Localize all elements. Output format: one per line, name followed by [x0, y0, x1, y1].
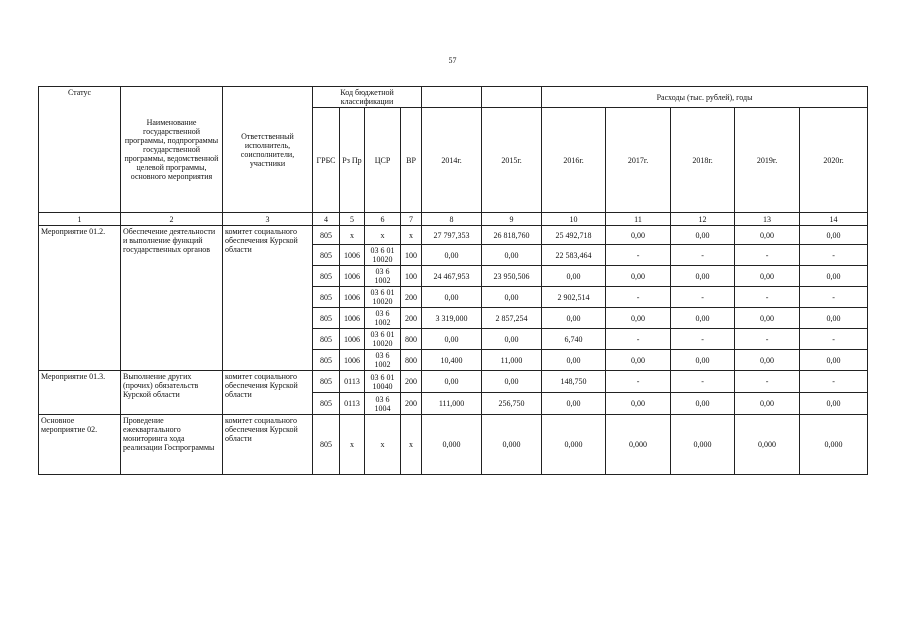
cell-year-2016: 148,750 — [542, 371, 606, 393]
cell-csr: 03 6 01 10020 — [365, 287, 401, 308]
cell-year-2018: 0,00 — [671, 350, 735, 371]
cell-year-2014: 0,000 — [422, 415, 482, 475]
row-name: Проведение ежеквартального мониторинга хода реализации Госпрограммы — [121, 415, 223, 475]
header-year-2016: 2016г. — [542, 108, 606, 213]
cell-rzpr: 1006 — [340, 245, 365, 266]
cell-year-2014: 0,00 — [422, 287, 482, 308]
cell-year-2017: 0,00 — [606, 226, 671, 245]
cell-year-2019: 0,00 — [735, 226, 800, 245]
header-status: Статус — [39, 87, 121, 213]
cell-csr: 03 6 1004 — [365, 393, 401, 415]
cell-year-2015: 11,000 — [482, 350, 542, 371]
cell-csr: 03 6 01 10040 — [365, 371, 401, 393]
cell-vr: 200 — [401, 393, 422, 415]
header-blank-1 — [422, 87, 482, 108]
cell-year-2019: 0,00 — [735, 266, 800, 287]
col-index: 6 — [365, 213, 401, 226]
header-year-2019: 2019г. — [735, 108, 800, 213]
cell-rzpr: 1006 — [340, 266, 365, 287]
col-index: 10 — [542, 213, 606, 226]
cell-year-2019: - — [735, 245, 800, 266]
cell-year-2015: 2 857,254 — [482, 308, 542, 329]
cell-grbs: 805 — [313, 415, 340, 475]
cell-vr: 800 — [401, 329, 422, 350]
cell-year-2018: - — [671, 245, 735, 266]
cell-vr: 100 — [401, 266, 422, 287]
col-index: 4 — [313, 213, 340, 226]
cell-year-2016: 0,00 — [542, 266, 606, 287]
cell-year-2015: 0,00 — [482, 245, 542, 266]
cell-year-2020: 0,00 — [800, 350, 868, 371]
cell-year-2017: 0,00 — [606, 308, 671, 329]
cell-year-2019: 0,00 — [735, 308, 800, 329]
cell-year-2020: - — [800, 371, 868, 393]
cell-year-2019: - — [735, 371, 800, 393]
cell-year-2015: 26 818,760 — [482, 226, 542, 245]
row-name: Обеспечение деятельности и выполнение функций государственных органов — [121, 226, 223, 371]
cell-year-2016: 0,00 — [542, 308, 606, 329]
header-year-2017: 2017г. — [606, 108, 671, 213]
cell-year-2018: 0,00 — [671, 266, 735, 287]
header-rzpr: Рз Пр — [340, 108, 365, 213]
cell-grbs: 805 — [313, 393, 340, 415]
cell-rzpr: 1006 — [340, 350, 365, 371]
cell-year-2018: - — [671, 287, 735, 308]
col-index: 2 — [121, 213, 223, 226]
cell-year-2020: 0,00 — [800, 226, 868, 245]
cell-year-2015: 256,750 — [482, 393, 542, 415]
col-index: 7 — [401, 213, 422, 226]
col-index: 8 — [422, 213, 482, 226]
cell-year-2017: 0,00 — [606, 350, 671, 371]
cell-year-2016: 6,740 — [542, 329, 606, 350]
cell-rzpr: 0113 — [340, 371, 365, 393]
cell-year-2019: - — [735, 329, 800, 350]
row-responsible: комитет социального обеспечения Курской области — [223, 415, 313, 475]
col-index: 1 — [39, 213, 121, 226]
header-budget-code: Код бюджетной классификации — [313, 87, 422, 108]
cell-vr: 200 — [401, 371, 422, 393]
cell-rzpr: 1006 — [340, 308, 365, 329]
cell-vr: x — [401, 415, 422, 475]
header-year-2020: 2020г. — [800, 108, 868, 213]
cell-grbs: 805 — [313, 371, 340, 393]
cell-year-2016: 2 902,514 — [542, 287, 606, 308]
cell-csr: 03 6 01 10020 — [365, 245, 401, 266]
row-status: Мероприятие 01.2. — [39, 226, 121, 371]
table-row — [39, 415, 868, 475]
cell-csr: 03 6 01 10020 — [365, 329, 401, 350]
cell-year-2017: 0,00 — [606, 393, 671, 415]
cell-rzpr: x — [340, 415, 365, 475]
table-row — [39, 371, 868, 393]
cell-grbs: 805 — [313, 245, 340, 266]
cell-year-2017: - — [606, 245, 671, 266]
table-row — [39, 226, 868, 245]
cell-rzpr: x — [340, 226, 365, 245]
cell-year-2014: 0,00 — [422, 245, 482, 266]
cell-year-2018: 0,00 — [671, 393, 735, 415]
header-name: Наименование государственной программы, подпрограммы государственной программы, ведомственной целевой программы, основного мероприятия — [121, 87, 223, 213]
row-responsible: комитет социального обеспечения Курской области — [223, 226, 313, 371]
cell-year-2020: - — [800, 287, 868, 308]
column-index-row — [39, 213, 868, 226]
header-expenses: Расходы (тыс. рублей), годы — [542, 87, 868, 108]
col-index: 14 — [800, 213, 868, 226]
cell-year-2017: - — [606, 287, 671, 308]
cell-year-2016: 0,00 — [542, 393, 606, 415]
cell-year-2015: 0,00 — [482, 287, 542, 308]
cell-vr: 800 — [401, 350, 422, 371]
row-status: Основное мероприятие 02. — [39, 415, 121, 475]
header-year-2018: 2018г. — [671, 108, 735, 213]
col-index: 3 — [223, 213, 313, 226]
cell-grbs: 805 — [313, 308, 340, 329]
cell-year-2015: 0,000 — [482, 415, 542, 475]
row-status: Мероприятие 01.3. — [39, 371, 121, 415]
cell-year-2020: 0,00 — [800, 266, 868, 287]
cell-year-2019: 0,00 — [735, 393, 800, 415]
cell-year-2014: 3 319,000 — [422, 308, 482, 329]
col-index: 11 — [606, 213, 671, 226]
cell-year-2018: 0,00 — [671, 226, 735, 245]
col-index: 13 — [735, 213, 800, 226]
cell-vr: 200 — [401, 308, 422, 329]
page-number: 57 — [448, 56, 457, 65]
table-body — [39, 226, 868, 475]
cell-year-2020: - — [800, 245, 868, 266]
cell-grbs: 805 — [313, 329, 340, 350]
cell-year-2018: - — [671, 371, 735, 393]
cell-year-2020: 0,000 — [800, 415, 868, 475]
cell-year-2020: - — [800, 329, 868, 350]
cell-vr: 100 — [401, 245, 422, 266]
budget-table — [38, 86, 868, 475]
header-responsible: Ответственный исполнитель, соисполнители, участники — [223, 87, 313, 213]
cell-csr: x — [365, 226, 401, 245]
cell-vr: 200 — [401, 287, 422, 308]
cell-year-2020: 0,00 — [800, 308, 868, 329]
cell-vr: x — [401, 226, 422, 245]
cell-rzpr: 1006 — [340, 287, 365, 308]
cell-year-2017: - — [606, 329, 671, 350]
cell-csr: 03 6 1002 — [365, 266, 401, 287]
cell-csr: 03 6 1002 — [365, 350, 401, 371]
cell-year-2017: - — [606, 371, 671, 393]
col-index: 9 — [482, 213, 542, 226]
cell-year-2018: 0,00 — [671, 308, 735, 329]
cell-grbs: 805 — [313, 266, 340, 287]
cell-year-2014: 111,000 — [422, 393, 482, 415]
cell-year-2019: - — [735, 287, 800, 308]
cell-year-2014: 27 797,353 — [422, 226, 482, 245]
cell-year-2015: 0,00 — [482, 329, 542, 350]
header-year-2015: 2015г. — [482, 108, 542, 213]
cell-year-2016: 0,000 — [542, 415, 606, 475]
cell-year-2020: 0,00 — [800, 393, 868, 415]
cell-rzpr: 1006 — [340, 329, 365, 350]
cell-year-2019: 0,000 — [735, 415, 800, 475]
cell-year-2015: 0,00 — [482, 371, 542, 393]
header-blank-2 — [482, 87, 542, 108]
cell-year-2016: 25 492,718 — [542, 226, 606, 245]
cell-year-2017: 0,00 — [606, 266, 671, 287]
row-responsible: комитет социального обеспечения Курской области — [223, 371, 313, 415]
cell-csr: x — [365, 415, 401, 475]
cell-year-2016: 22 583,464 — [542, 245, 606, 266]
cell-year-2016: 0,00 — [542, 350, 606, 371]
col-index: 5 — [340, 213, 365, 226]
row-name: Выполнение других (прочих) обязательств Курской области — [121, 371, 223, 415]
header-vr: ВР — [401, 108, 422, 213]
cell-year-2014: 0,00 — [422, 329, 482, 350]
cell-year-2017: 0,000 — [606, 415, 671, 475]
header-csr: ЦСР — [365, 108, 401, 213]
cell-year-2014: 24 467,953 — [422, 266, 482, 287]
table-header — [39, 87, 868, 226]
cell-grbs: 805 — [313, 287, 340, 308]
cell-rzpr: 0113 — [340, 393, 365, 415]
cell-year-2019: 0,00 — [735, 350, 800, 371]
cell-year-2015: 23 950,506 — [482, 266, 542, 287]
cell-year-2014: 10,400 — [422, 350, 482, 371]
cell-year-2014: 0,00 — [422, 371, 482, 393]
col-index: 12 — [671, 213, 735, 226]
cell-year-2018: - — [671, 329, 735, 350]
cell-grbs: 805 — [313, 226, 340, 245]
header-year-2014: 2014г. — [422, 108, 482, 213]
cell-csr: 03 6 1002 — [365, 308, 401, 329]
cell-year-2018: 0,000 — [671, 415, 735, 475]
cell-grbs: 805 — [313, 350, 340, 371]
header-grbs: ГРБС — [313, 108, 340, 213]
